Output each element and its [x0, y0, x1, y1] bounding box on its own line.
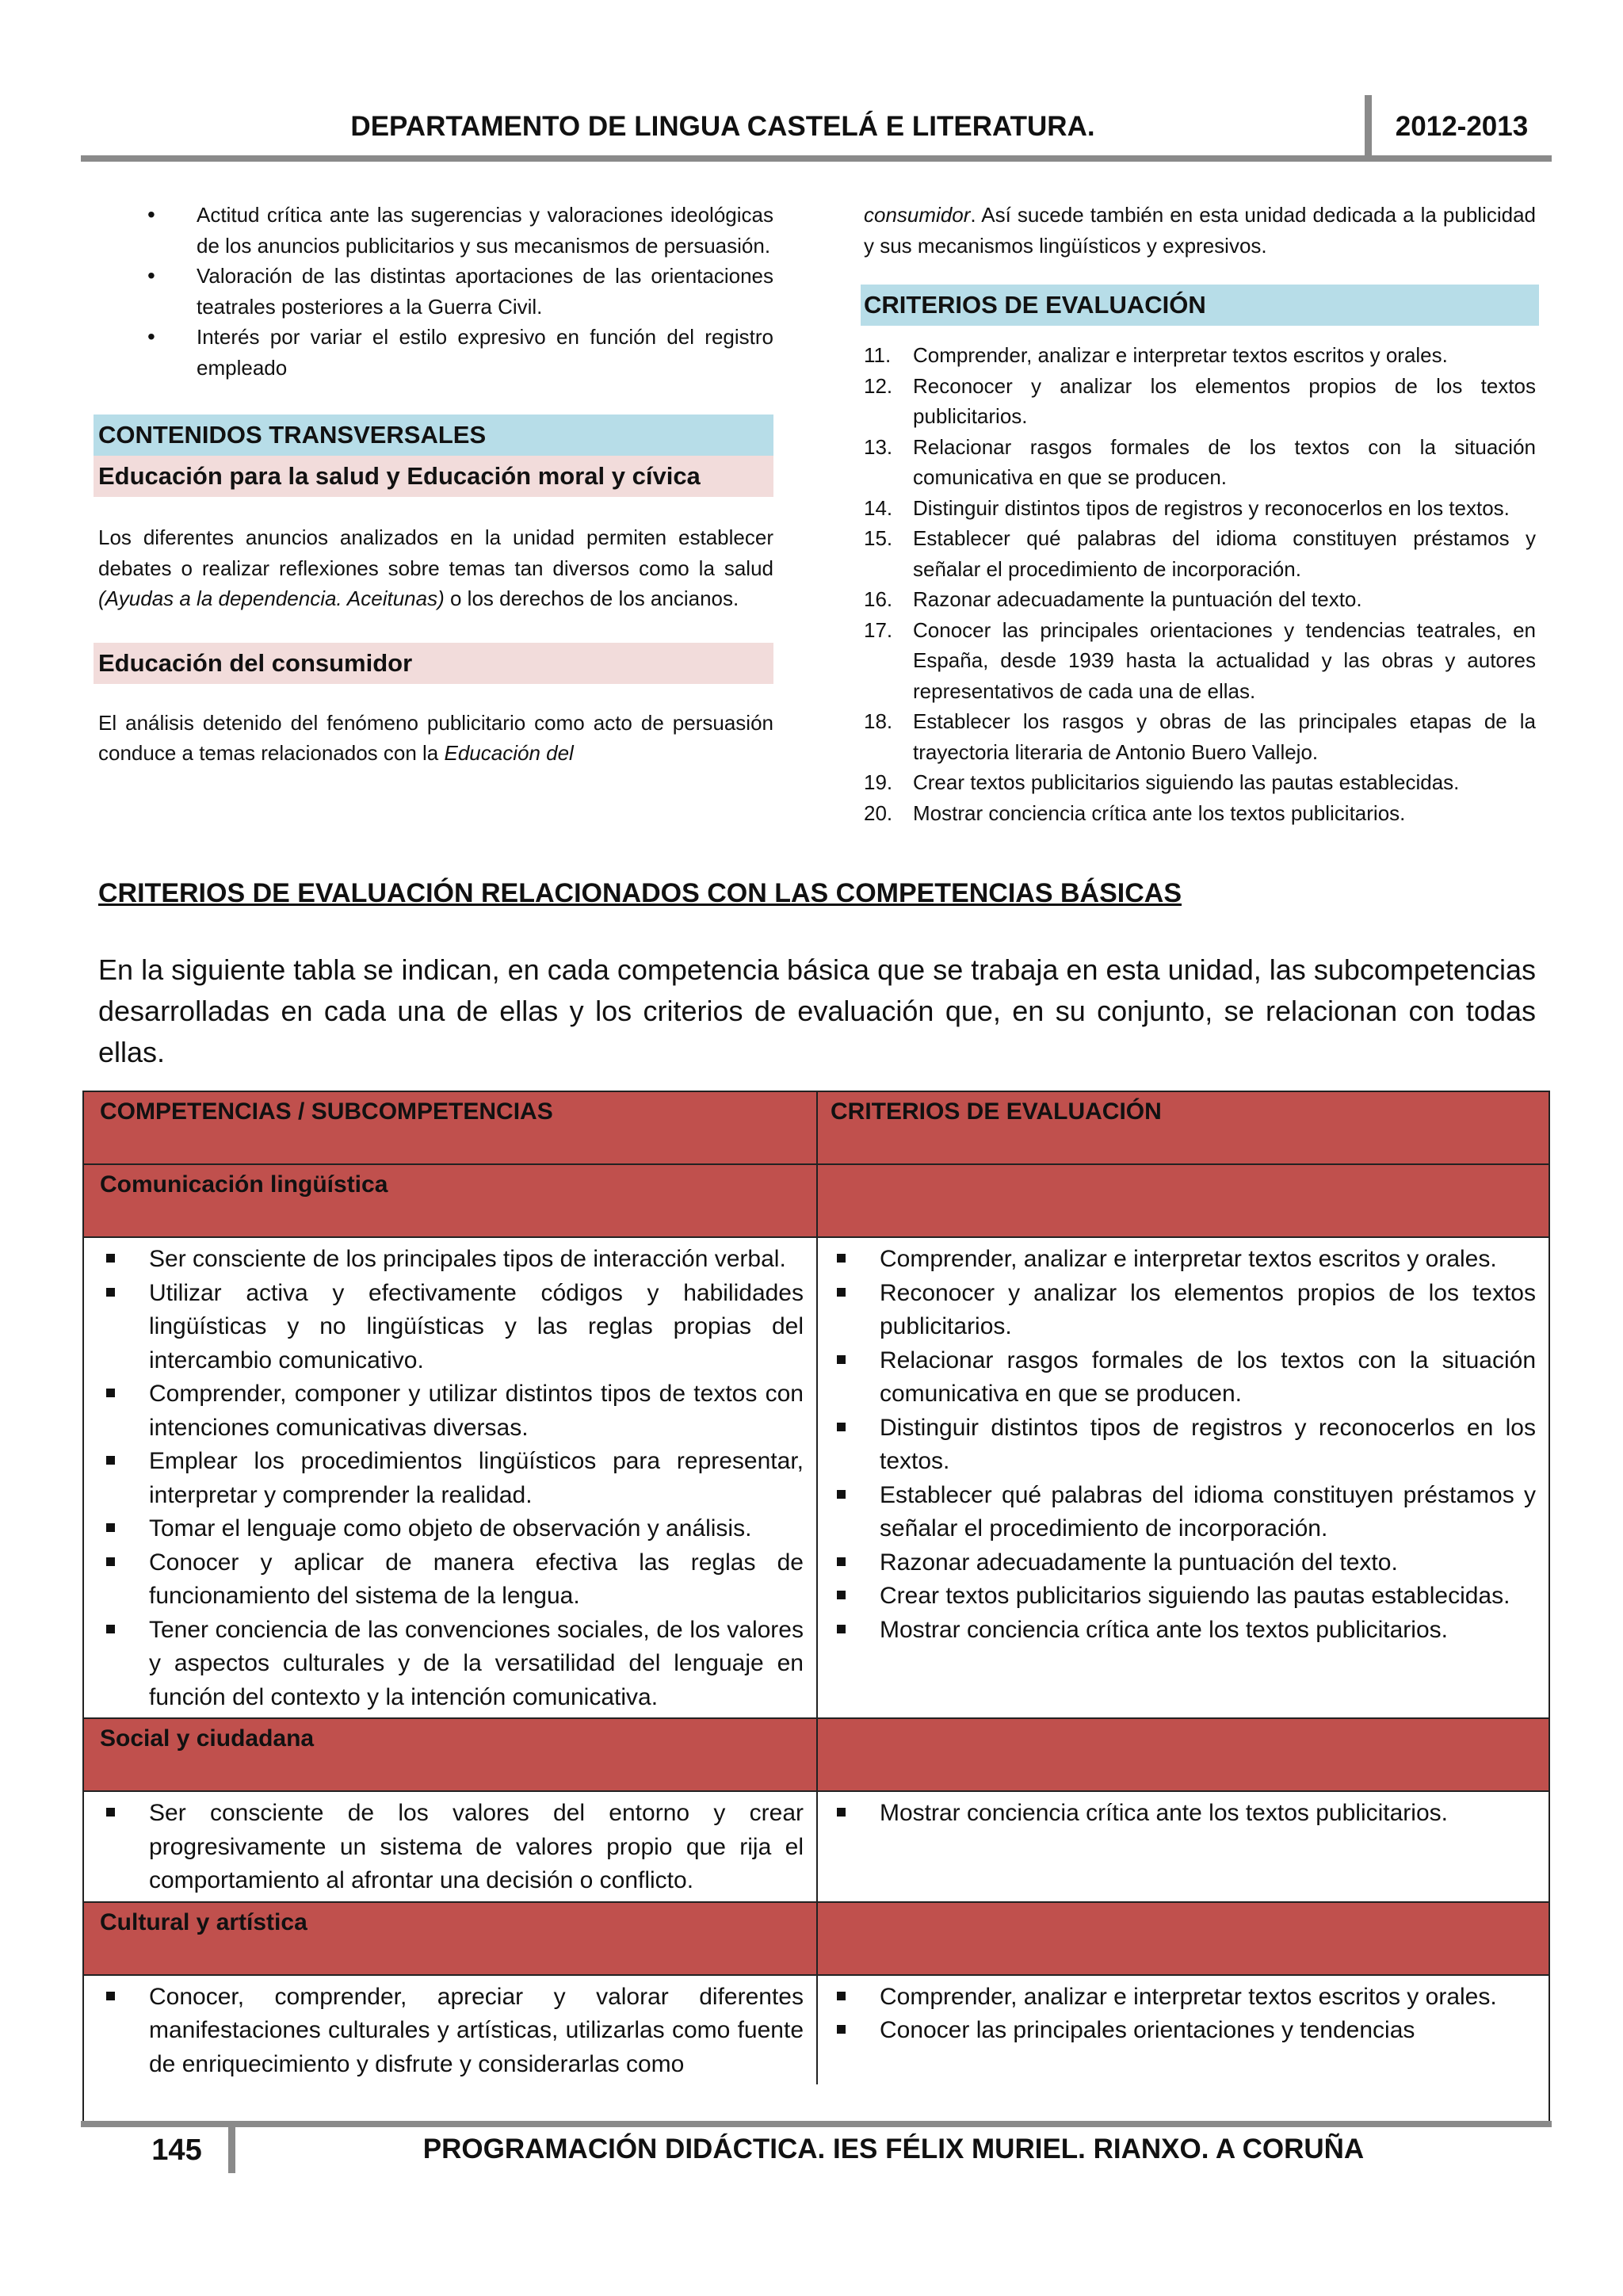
- group-empty-cell: [816, 1165, 1549, 1236]
- page-number: 145: [151, 2134, 202, 2167]
- consumer-paragraph: El análisis detenido del fenómeno publicitario como acto de persuasión conduce a temas relacionados con la Educación del: [98, 710, 773, 765]
- list-item: Conocer las principales orientaciones y tendencias: [831, 2014, 1536, 2048]
- list-item: Comprender, analizar e interpretar textos escritos y orales.: [831, 1981, 1536, 2015]
- list-item: Conocer y aplicar de manera efectiva las reglas de funcionamiento del sistema de la lengua.: [100, 1546, 804, 1614]
- health-heading: Educación para la salud y Educación moral y cívica: [94, 456, 773, 497]
- list-item: Relacionar rasgos formales de los textos con la situación comunicativa en que se producen.: [831, 1344, 1536, 1412]
- list-item: Reconocer y analizar los elementos propios de los textos publicitarios.: [831, 1277, 1536, 1344]
- list-item: 15. Establecer qué palabras del idioma constituyen préstamos y señalar el procedimiento de incorporación.: [864, 526, 1536, 581]
- criteria-list: [864, 340, 1536, 828]
- group-name: Comunicación lingüística: [84, 1165, 816, 1236]
- column-header-criteria: CRITERIOS DE EVALUACIÓN: [816, 1092, 1549, 1163]
- right-column: [864, 200, 1536, 828]
- list-item: • Valoración de las distintas aportaciones de las orientaciones teatrales posteriores a la Guerra Civil.: [98, 261, 773, 322]
- header-divider: [1365, 95, 1372, 155]
- transversal-heading: CONTENIDOS TRANSVERSALES: [94, 415, 773, 456]
- footer-text: PROGRAMACIÓN DIDÁCTICA. IES FÉLIX MURIEL. RIANXO. A CORUÑA: [422, 2134, 1365, 2164]
- list-item: 14. Distinguir distintos tipos de registros y reconocerlos en los textos.: [864, 495, 1510, 520]
- subcompetencies-cell: [84, 1976, 816, 2085]
- group-row-linguistic: [84, 1165, 1549, 1238]
- list-item: • Interés por variar el estilo expresivo en función del registro empleado: [98, 322, 773, 383]
- group-name: Cultural y artística: [84, 1903, 816, 1974]
- group-row-social: [84, 1719, 1549, 1792]
- list-item: • Actitud crítica ante las sugerencias y valoraciones ideológicas de los anuncios publicitarios y sus mecanismos de persuasión.: [98, 200, 773, 261]
- competencies-table: [82, 1091, 1550, 2121]
- section-title: CRITERIOS DE EVALUACIÓN RELACIONADOS CON LAS COMPETENCIAS BÁSICAS: [98, 878, 1182, 908]
- list-item: Tener conciencia de las convenciones sociales, de los valores y aspectos culturales y de la versatilidad del lenguaje en función del contexto y la intención comunicativa.: [100, 1614, 804, 1715]
- list-item: 16. Razonar adecuadamente la puntuación del texto.: [864, 587, 1362, 611]
- criteria-cell: [816, 1238, 1549, 1717]
- list-item: Crear textos publicitarios siguiendo las pautas establecidas.: [831, 1580, 1536, 1614]
- criteria-heading: CRITERIOS DE EVALUACIÓN: [861, 285, 1539, 326]
- list-item: 11. Comprender, analizar e interpretar textos escritos y orales.: [864, 343, 1448, 367]
- footer-rule: [81, 2121, 1552, 2127]
- list-item: Mostrar conciencia crítica ante los textos publicitarios.: [831, 1797, 1536, 1831]
- list-item: Establecer qué palabras del idioma constituyen préstamos y señalar el procedimiento de incorporación.: [831, 1479, 1536, 1546]
- list-item: 20. Mostrar conciencia crítica ante los textos publicitarios.: [864, 800, 1406, 825]
- consumer-heading: Educación del consumidor: [94, 643, 773, 684]
- list-item: 19. Crear textos publicitarios siguiendo las pautas establecidas.: [864, 770, 1460, 794]
- left-column: [98, 200, 773, 769]
- group-row-cultural: [84, 1903, 1549, 1976]
- table-row: [84, 1976, 1549, 2085]
- criteria-cell: [816, 1792, 1549, 1901]
- list-item: Comprender, componer y utilizar distintos tipos de textos con intenciones comunicativas diversas.: [100, 1377, 804, 1445]
- consumer-paragraph-continued: consumidor. Así sucede también en esta unidad dedicada a la publicidad y sus mecanismos lingüísticos y expresivos.: [864, 203, 1536, 258]
- list-item: Conocer, comprender, apreciar y valorar diferentes manifestaciones culturales y artísticas, utilizarlas como fuente de enriquecimiento y disfrute y considerarlas como: [100, 1981, 804, 2082]
- department-title: DEPARTAMENTO DE LINGUA CASTELÁ E LITERATURA.: [350, 111, 1095, 142]
- list-item: Mostrar conciencia crítica ante los textos publicitarios.: [831, 1614, 1536, 1648]
- subcompetencies-cell: [84, 1238, 816, 1717]
- list-item: Ser consciente de los valores del entorno y crear progresivamente un sistema de valores propio que rija el comportamiento al afrontar una decisión o conflicto.: [100, 1797, 804, 1898]
- section-intro: En la siguiente tabla se indican, en cada competencia básica que se trabaja en esta unidad, las subcompetencias desarrolladas en cada una de ellas y los criterios de evaluación que, en su conjunto, se relacionan con todas ellas.: [98, 953, 1536, 1068]
- list-item: Emplear los procedimientos lingüísticos para representar, interpretar y comprender la realidad.: [100, 1445, 804, 1512]
- table-row: [84, 1792, 1549, 1903]
- group-name: Social y ciudadana: [84, 1719, 816, 1790]
- column-header-competencies: COMPETENCIAS / SUBCOMPETENCIAS: [84, 1092, 816, 1163]
- list-item: Ser consciente de los principales tipos de interacción verbal.: [100, 1243, 804, 1277]
- footer-divider: [228, 2121, 235, 2173]
- page-header: [81, 95, 1552, 162]
- table-row: [84, 1238, 1549, 1719]
- list-item: Utilizar activa y efectivamente códigos y habilidades lingüísticas y no lingüísticas y las reglas propias del intercambio comunicativo.: [100, 1277, 804, 1378]
- list-item: Distinguir distintos tipos de registros y reconocerlos en los textos.: [831, 1412, 1536, 1479]
- group-empty-cell: [816, 1719, 1549, 1790]
- list-item: 13. Relacionar rasgos formales de los textos con la situación comunicativa en que se producen.: [864, 434, 1536, 489]
- list-item: 12. Reconocer y analizar los elementos propios de los textos publicitarios.: [864, 373, 1536, 428]
- academic-year: 2012-2013: [1395, 111, 1529, 142]
- list-item: Razonar adecuadamente la puntuación del texto.: [831, 1546, 1536, 1580]
- health-paragraph: Los diferentes anuncios analizados en la unidad permiten establecer debates o realizar reflexiones sobre temas tan diversos como la salud (Ayudas a la dependencia. Aceitunas) o los derechos de los ancianos.: [98, 525, 773, 610]
- criteria-cell: [816, 1976, 1549, 2085]
- attitudes-list: [98, 200, 773, 383]
- table-header-row: [84, 1092, 1549, 1165]
- group-empty-cell: [816, 1903, 1549, 1974]
- list-item: 18. Establecer los rasgos y obras de las principales etapas de la trayectoria literaria de Antonio Buero Vallejo.: [864, 709, 1536, 764]
- list-item: 17. Conocer las principales orientaciones y tendencias teatrales, en España, desde 1939 hasta la actualidad y las obras y autores representativos de cada una de ellas.: [864, 617, 1536, 703]
- list-item: Comprender, analizar e interpretar textos escritos y orales.: [831, 1243, 1536, 1277]
- list-item: Tomar el lenguaje como objeto de observación y análisis.: [100, 1512, 804, 1546]
- subcompetencies-cell: [84, 1792, 816, 1901]
